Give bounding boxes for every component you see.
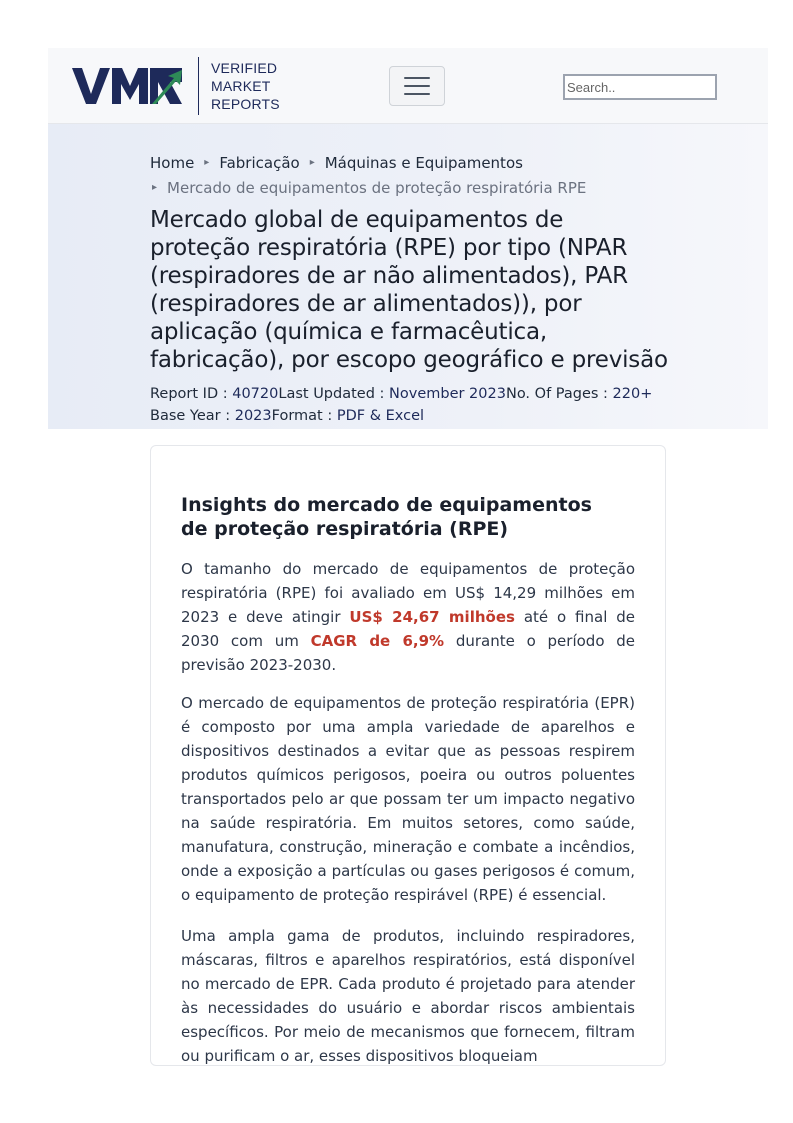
logo-text (211, 59, 280, 113)
p1-text-a: O tamanho do mercado de equipamentos de proteção respiratória (RPE) foi avaliado em US$ 14,29 milhões em 2023 e deve atingir (181, 560, 635, 626)
search-input[interactable] (563, 74, 717, 100)
breadcrumb-maquinas-link[interactable]: Máquinas e Equipamentos (324, 154, 523, 172)
market-value-highlight: US$ 24,67 milhões (349, 608, 515, 626)
report-hero (48, 124, 768, 429)
vmr-logo-icon (72, 66, 184, 106)
menu-toggle-button[interactable] (389, 66, 445, 106)
format-value: PDF & Excel (336, 408, 425, 424)
breadcrumb-fabricacao-link[interactable]: Fabricação (219, 154, 300, 172)
base-year-value: 2023 (234, 408, 272, 424)
last-updated-value: November 2023 (389, 386, 506, 402)
logo[interactable] (72, 57, 280, 115)
report-id-value: 40720 (232, 386, 279, 402)
hamburger-icon (404, 77, 430, 79)
logo-line-reports: REPORTS (211, 96, 280, 112)
insights-paragraph-3: Uma ampla gama de produtos, incluindo respiradores, máscaras, filtros e aparelhos respiratórios, está disponível no mercado de EPR. Cada produto é projetado para atender às necessidades do usuário e abordar riscos ambientais específicos. Por meio de mecanismos que fornecem, filtram ou purificam o ar, esses dispositivos bloqueiam (181, 927, 635, 1065)
hamburger-icon (404, 93, 430, 95)
chevron-right-icon: ▸ (152, 182, 158, 193)
page-title: Mercado global de equipamentos de proteção respiratória (RPE) por tipo (NPAR (respiradores de ar não alimentados), PAR (respiradores de ar alimentados)), por aplicação (química e farmacêutica, fabricação), por escopo geográfico e previsão (150, 207, 668, 373)
insights-card (150, 445, 666, 1066)
base-year-label: Base Year : (150, 408, 235, 424)
last-updated-label: Last Updated : (278, 386, 390, 402)
logo-divider (198, 57, 199, 115)
chevron-right-icon: ▸ (204, 157, 210, 168)
p1-text-b: até o final de 2030 com um (181, 608, 636, 650)
breadcrumb-current: Mercado de equipamentos de proteção respiratória RPE (167, 179, 587, 197)
format-label: Format : (271, 408, 337, 424)
insights-paragraph-2: O mercado de equipamentos de proteção respiratória (EPR) é composto por uma ampla variedade de aparelhos e dispositivos destinados a evitar que as pessoas respirem produtos químicos perigosos, poeira ou outros poluentes transportados pelo ar que possam ter um impacto negativo na saúde respiratória. Em muitos setores, como saúde, manufatura, construção, mineração e combate a incêndios, onde a exposição a partículas ou gases perigosos é comum, o equipamento de proteção respirável (RPE) é essencial. (181, 694, 635, 904)
insights-paragraph-1 (181, 557, 635, 677)
hamburger-icon (404, 85, 430, 87)
insights-title: Insights do mercado de equipamentos de proteção respiratória (RPE) (181, 494, 592, 540)
pages-value: 220+ (612, 386, 653, 402)
cagr-highlight: CAGR de 6,9% (310, 632, 445, 650)
logo-line-market: MARKET (211, 78, 271, 94)
logo-line-verified: VERIFIED (211, 60, 278, 76)
report-id-label: Report ID : (150, 386, 233, 402)
breadcrumb-home-link[interactable]: Home (150, 154, 195, 172)
chevron-right-icon: ▸ (309, 157, 315, 168)
pages-label: No. Of Pages : (505, 386, 613, 402)
breadcrumb (150, 151, 670, 200)
navbar (48, 48, 768, 124)
p1-text-c: durante o período de previsão 2023-2030. (181, 632, 636, 674)
report-meta (150, 383, 670, 427)
